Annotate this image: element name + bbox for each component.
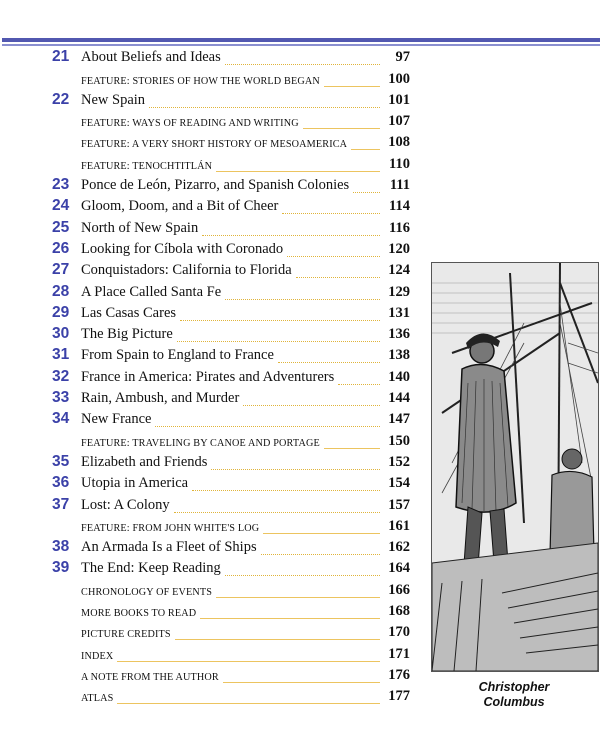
toc-chapter-row — [48, 453, 410, 474]
dot-leader — [216, 597, 380, 598]
dot-leader — [351, 149, 380, 150]
feature-title: ATLAS — [81, 693, 114, 705]
toc-chapter-row — [48, 346, 410, 367]
dot-leader — [261, 554, 380, 555]
page-number: 162 — [388, 539, 410, 556]
page-number: 114 — [389, 198, 410, 215]
chapter-title: The End: Keep Reading — [81, 560, 221, 577]
dot-leader — [303, 128, 380, 129]
toc-chapter-row — [48, 325, 410, 346]
table-of-contents — [48, 48, 410, 708]
chapter-title: North of New Spain — [81, 219, 199, 236]
dot-leader — [263, 533, 380, 534]
header-rule-thin — [2, 44, 600, 46]
feature-title: FEATURE: TENOCHTITLÁN — [81, 160, 213, 172]
dot-leader — [296, 277, 380, 278]
chapter-title: Elizabeth and Friends — [81, 453, 208, 470]
chapter-title: Las Casas Cares — [81, 304, 177, 321]
toc-chapter-row — [48, 91, 410, 112]
dot-leader — [211, 469, 380, 470]
toc-chapter-row — [48, 282, 410, 303]
toc-chapter-row — [48, 367, 410, 388]
page-number: 97 — [395, 49, 410, 66]
dot-leader — [243, 405, 380, 406]
toc-chapter-row — [48, 48, 410, 69]
dot-leader — [282, 213, 380, 214]
feature-title: A NOTE FROM THE AUTHOR — [81, 671, 219, 683]
chapter-number: 21 — [52, 48, 70, 66]
dot-leader — [174, 512, 380, 513]
chapter-title: A Place Called Santa Fe — [81, 283, 222, 300]
toc-feature-row — [48, 431, 410, 452]
page-number: 107 — [388, 113, 410, 130]
page-number: 170 — [388, 624, 410, 641]
page-number: 116 — [389, 219, 410, 236]
toc-chapter-row — [48, 538, 410, 559]
chapter-title: From Spain to England to France — [81, 347, 274, 364]
toc-feature-row — [48, 154, 410, 175]
toc-feature-row — [48, 623, 410, 644]
feature-title: INDEX — [81, 650, 114, 662]
page-number: 171 — [388, 645, 410, 662]
toc-feature-row — [48, 644, 410, 665]
toc-feature-row — [48, 666, 410, 687]
chapter-title: Looking for Cíbola with Coronado — [81, 240, 284, 257]
page-number: 129 — [388, 283, 410, 300]
dot-leader — [177, 341, 380, 342]
page-number: 161 — [388, 517, 410, 534]
page-number: 150 — [388, 432, 410, 449]
chapter-title: Utopia in America — [81, 475, 189, 492]
header-rule — [2, 38, 600, 42]
chapter-number: 38 — [52, 538, 70, 556]
toc-chapter-row — [48, 240, 410, 261]
chapter-number: 31 — [52, 346, 70, 364]
chapter-number: 25 — [52, 218, 70, 236]
chapter-number: 28 — [52, 282, 70, 300]
dot-leader — [324, 86, 380, 87]
dot-leader — [200, 618, 380, 619]
chapter-title: Gloom, Doom, and a Bit of Cheer — [81, 198, 279, 215]
caption-line-2: Columbus — [483, 695, 545, 709]
feature-title: FEATURE: A VERY SHORT HISTORY OF MESOAMERICA — [81, 139, 348, 151]
chapter-title: An Armada Is a Fleet of Ships — [81, 539, 257, 556]
toc-chapter-row — [48, 261, 410, 282]
chapter-number: 39 — [52, 559, 70, 577]
columbus-illustration — [431, 262, 599, 672]
page-number: 168 — [388, 603, 410, 620]
toc-feature-row — [48, 602, 410, 623]
chapter-title: Rain, Ambush, and Murder — [81, 390, 240, 407]
chapter-title: About Beliefs and Ideas — [81, 49, 221, 66]
feature-title: FEATURE: FROM JOHN WHITE'S LOG — [81, 522, 260, 534]
chapter-title: France in America: Pirates and Adventurers — [81, 368, 335, 385]
page-number: 144 — [388, 390, 410, 407]
dot-leader — [155, 426, 380, 427]
page-number: 147 — [388, 411, 410, 428]
page-number: 164 — [388, 560, 410, 577]
page-number: 166 — [388, 581, 410, 598]
dot-leader — [225, 64, 380, 65]
toc-chapter-row — [48, 218, 410, 239]
toc-chapter-row — [48, 176, 410, 197]
feature-title: FEATURE: TRAVELING BY CANOE AND PORTAGE — [81, 437, 320, 449]
feature-title: CHRONOLOGY OF EVENTS — [81, 586, 213, 598]
page-number: 111 — [389, 177, 410, 194]
feature-title: PICTURE CREDITS — [81, 629, 171, 641]
chapter-number: 34 — [52, 410, 70, 428]
dot-leader — [225, 299, 380, 300]
toc-chapter-row — [48, 495, 410, 516]
page-number: 108 — [388, 134, 410, 151]
toc-feature-row — [48, 687, 410, 708]
chapter-number: 32 — [52, 367, 70, 385]
dot-leader — [338, 384, 380, 385]
chapter-title: New Spain — [81, 91, 146, 108]
toc-feature-row — [48, 69, 410, 90]
dot-leader — [202, 235, 380, 236]
page-number: 152 — [388, 453, 410, 470]
page-number: 120 — [388, 240, 410, 257]
chapter-title: The Big Picture — [81, 326, 173, 343]
toc-feature-row — [48, 580, 410, 601]
page-number: 124 — [388, 262, 410, 279]
dot-leader — [117, 661, 380, 662]
toc-chapter-row — [48, 389, 410, 410]
dot-leader — [353, 192, 380, 193]
chapter-number: 26 — [52, 239, 70, 257]
toc-feature-row — [48, 517, 410, 538]
page-number: 157 — [388, 496, 410, 513]
dot-leader — [175, 639, 380, 640]
page-number: 177 — [388, 688, 410, 705]
chapter-number: 30 — [52, 325, 70, 343]
page-number: 154 — [388, 475, 410, 492]
feature-title: MORE BOOKS TO READ — [81, 608, 197, 620]
feature-title: FEATURE: STORIES OF HOW THE WORLD BEGAN — [81, 75, 320, 87]
dot-leader — [180, 320, 380, 321]
chapter-number: 33 — [52, 389, 70, 407]
dot-leader — [223, 682, 380, 683]
dot-leader — [287, 256, 380, 257]
toc-feature-row — [48, 112, 410, 133]
toc-chapter-row — [48, 410, 410, 431]
chapter-title: New France — [81, 411, 152, 428]
dot-leader — [278, 362, 380, 363]
chapter-number: 37 — [52, 495, 70, 513]
engraving-image — [432, 263, 598, 671]
dot-leader — [324, 448, 380, 449]
dot-leader — [225, 575, 380, 576]
caption-line-1: Christopher — [478, 680, 550, 694]
chapter-number: 27 — [52, 261, 70, 279]
page-number: 140 — [388, 368, 410, 385]
chapter-number: 36 — [52, 474, 70, 492]
chapter-title: Lost: A Colony — [81, 496, 170, 513]
chapter-number: 29 — [52, 303, 70, 321]
feature-title: FEATURE: WAYS OF READING AND WRITING — [81, 118, 299, 130]
toc-chapter-row — [48, 559, 410, 580]
toc-feature-row — [48, 133, 410, 154]
toc-chapter-row — [48, 304, 410, 325]
chapter-number: 22 — [52, 90, 70, 108]
page-number: 101 — [388, 91, 410, 108]
page-number: 110 — [389, 155, 410, 172]
chapter-title: Conquistadors: California to Florida — [81, 262, 292, 279]
dot-leader — [192, 490, 380, 491]
dot-leader — [149, 107, 380, 108]
figure-caption — [431, 680, 597, 710]
chapter-number: 23 — [52, 176, 70, 194]
dot-leader — [216, 171, 380, 172]
page-number: 100 — [388, 70, 410, 87]
chapter-number: 35 — [52, 452, 70, 470]
toc-chapter-row — [48, 474, 410, 495]
page-number: 131 — [388, 304, 410, 321]
toc-chapter-row — [48, 197, 410, 218]
page-number: 138 — [388, 347, 410, 364]
dot-leader — [117, 703, 380, 704]
page-number: 136 — [388, 326, 410, 343]
page-number: 176 — [388, 666, 410, 683]
chapter-number: 24 — [52, 197, 70, 215]
chapter-title: Ponce de León, Pizarro, and Spanish Colonies — [81, 177, 350, 194]
